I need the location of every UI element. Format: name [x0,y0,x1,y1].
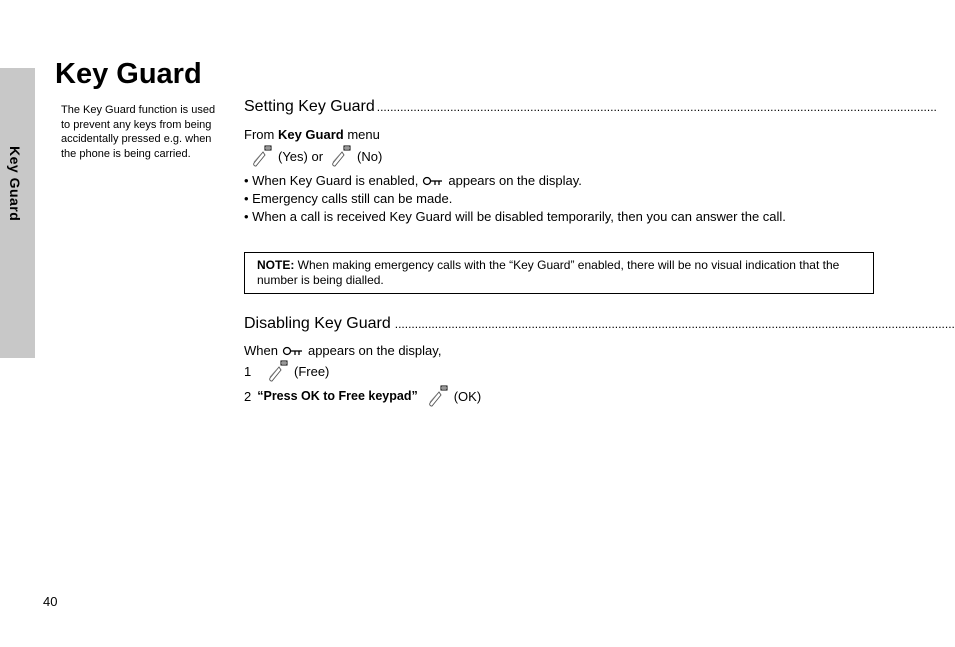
from-suffix: menu [343,127,380,142]
bullet-2 [244,191,452,206]
left-softkey-icon [426,385,448,407]
from-menu: Key Guard [277,127,344,142]
from-prefix: From [244,127,278,142]
side-tab [0,68,35,358]
note-label: NOTE: [257,258,295,272]
left-softkey-icon [266,360,288,382]
right-softkey-icon [329,145,351,167]
note-box [244,252,874,294]
step-2-text: “Press OK to Free keypad” [257,389,418,403]
bullet-1-suffix: appears on the display. [448,173,582,188]
step-1-label: (Free) [294,363,330,379]
when-line [244,343,441,358]
step-1 [244,360,329,382]
intro-text: The Key Guard function is used to prevent any keys from being accidentally pressed e.g. when the phone is being carried. [61,104,216,160]
setting-heading-text: Setting Key Guard [244,98,375,115]
yes-no-line [250,145,382,167]
step-1-number: 1 [244,363,252,379]
key-icon [422,175,444,187]
when-prefix: When [244,343,278,358]
yes-label: (Yes) or [278,148,324,164]
leader-dots: ........................................................................................................................................................................ [376,100,937,114]
leader-dots: ........................................................................................................................................................................ [394,317,955,331]
bullet-2-text: • Emergency calls still can be made. [244,191,453,206]
when-suffix: appears on the display, [307,343,442,358]
side-tab-label: Key Guard [7,146,23,222]
no-label: (No) [357,148,383,164]
left-softkey-icon [250,145,272,167]
bullet-3 [244,209,786,224]
page-number: 40 [43,594,58,609]
step-2-number: 2 [244,388,252,404]
disabling-heading-text: Disabling Key Guard [244,315,391,332]
disabling-heading [244,315,955,333]
from-line [244,127,380,142]
note-text: When making emergency calls with the “Key Guard” enabled, there will be no visual indication that the number is being dialled. [257,258,840,287]
step-2-label: (OK) [453,388,482,404]
step-2 [244,385,481,407]
setting-heading [244,98,937,116]
key-icon [282,345,304,357]
bullet-3-text: • When a call is received Key Guard will be disabled temporarily, then you can answer the call. [244,209,786,224]
bullet-1-prefix: • When Key Guard is enabled, [244,173,419,188]
bullet-1 [244,173,582,188]
page-title: Key Guard [55,58,202,90]
